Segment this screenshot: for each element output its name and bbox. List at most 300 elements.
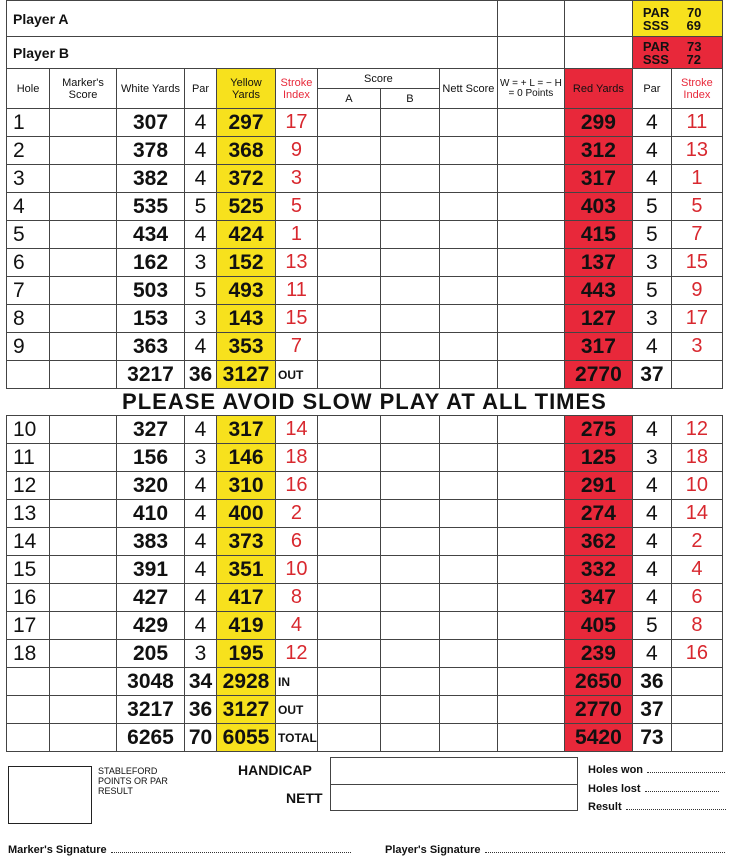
score-b-cell[interactable] (380, 193, 439, 221)
red-par-value: 4 (632, 584, 671, 612)
points-cell[interactable] (497, 556, 564, 584)
score-b-cell[interactable] (380, 333, 439, 361)
total-red-si (671, 361, 722, 389)
white-yards: 429 (117, 612, 185, 640)
par-value: 4 (185, 416, 217, 444)
players-signature-label: Player's Signature (385, 844, 481, 856)
yellow-yards: 493 (217, 277, 276, 305)
yellow-yards: 146 (217, 444, 276, 472)
red-par-value: 5 (632, 221, 671, 249)
hole-row (7, 277, 723, 305)
player-b-cell[interactable] (497, 37, 564, 69)
red-par-value: 4 (632, 137, 671, 165)
total-blank (7, 361, 50, 389)
red-stroke-index: 9 (671, 277, 722, 305)
red-par-value: 3 (632, 249, 671, 277)
total-score-a[interactable] (317, 361, 380, 389)
yellow-yards: 424 (217, 221, 276, 249)
slow-play-banner-row (7, 389, 723, 416)
total-label: OUT (276, 696, 318, 724)
score-b-cell[interactable] (380, 612, 439, 640)
score-a-cell[interactable] (317, 137, 380, 165)
total-par: 34 (185, 668, 217, 696)
hole-number: 17 (7, 612, 50, 640)
player-b-red-cell (564, 37, 632, 69)
score-b-cell[interactable] (380, 444, 439, 472)
total-markers-cell[interactable] (50, 668, 117, 696)
hole-number: 5 (7, 221, 50, 249)
total-points[interactable] (497, 668, 564, 696)
score-b-cell[interactable] (380, 165, 439, 193)
total-red-par: 37 (632, 361, 671, 389)
markers-score-cell[interactable] (50, 640, 117, 668)
hole-number: 12 (7, 472, 50, 500)
points-cell[interactable] (497, 612, 564, 640)
stroke-index: 9 (276, 137, 318, 165)
markers-score-cell[interactable] (50, 137, 117, 165)
score-b-cell[interactable] (380, 528, 439, 556)
total-white-yards: 3217 (117, 696, 185, 724)
stroke-index: 4 (276, 612, 318, 640)
points-cell[interactable] (497, 528, 564, 556)
score-b-cell[interactable] (380, 137, 439, 165)
stroke-index: 1 (276, 221, 318, 249)
red-par-value: 4 (632, 500, 671, 528)
red-sss-value: 72 (686, 51, 701, 67)
red-stroke-index: 6 (671, 584, 722, 612)
hole-row (7, 137, 723, 165)
score-b-cell[interactable] (380, 500, 439, 528)
nett-score-cell[interactable] (439, 137, 497, 165)
score-a-cell[interactable] (317, 584, 380, 612)
stroke-index: 11 (276, 277, 318, 305)
markers-score-cell[interactable] (50, 584, 117, 612)
total-score-a[interactable] (317, 724, 380, 752)
par-value: 4 (185, 221, 217, 249)
markers-score-cell[interactable] (50, 109, 117, 137)
red-yards: 415 (564, 221, 632, 249)
red-stroke-index: 14 (671, 500, 722, 528)
player-b-row (7, 37, 723, 69)
nett-score-cell[interactable] (439, 500, 497, 528)
stroke-index: 7 (276, 333, 318, 361)
red-par-value: 4 (632, 640, 671, 668)
white-yards: 427 (117, 584, 185, 612)
markers-score-cell[interactable] (50, 221, 117, 249)
score-b-cell[interactable] (380, 416, 439, 444)
hole-row (7, 305, 723, 333)
total-yellow-yards: 3127 (217, 696, 276, 724)
stroke-index: 14 (276, 416, 318, 444)
points-cell[interactable] (497, 249, 564, 277)
total-score-b[interactable] (380, 361, 439, 389)
player-a-row (7, 1, 723, 37)
nett-label: NETT (286, 790, 323, 806)
markers-signature-field[interactable] (111, 843, 351, 853)
hole-row (7, 416, 723, 444)
nett-score-cell[interactable] (439, 472, 497, 500)
total-row (7, 361, 723, 389)
player-a-cell[interactable] (497, 1, 564, 37)
holes-won-field[interactable] (647, 763, 725, 773)
red-stroke-index: 17 (671, 305, 722, 333)
nett-score-cell[interactable] (439, 612, 497, 640)
red-par-label: PAR (642, 38, 670, 54)
points-cell[interactable] (497, 640, 564, 668)
hole-row (7, 221, 723, 249)
red-yards: 443 (564, 277, 632, 305)
red-par-value: 5 (632, 193, 671, 221)
stroke-index: 3 (276, 165, 318, 193)
hole-row (7, 249, 723, 277)
score-b-cell[interactable] (380, 640, 439, 668)
total-white-yards: 3048 (117, 668, 185, 696)
score-a-cell[interactable] (317, 444, 380, 472)
markers-score-cell[interactable] (50, 472, 117, 500)
hole-number: 3 (7, 165, 50, 193)
yellow-yards: 417 (217, 584, 276, 612)
red-par-header: Par (632, 69, 671, 109)
total-score-b[interactable] (380, 724, 439, 752)
total-score-b[interactable] (380, 668, 439, 696)
holes-lost (588, 782, 719, 795)
hole-number: 11 (7, 444, 50, 472)
total-blank (7, 696, 50, 724)
total-blank (7, 668, 50, 696)
points-cell[interactable] (497, 444, 564, 472)
total-markers-cell[interactable] (50, 696, 117, 724)
par-value: 4 (185, 612, 217, 640)
score-b-cell[interactable] (380, 109, 439, 137)
par-value: 4 (185, 500, 217, 528)
red-par-box (632, 37, 722, 69)
score-b-cell[interactable] (380, 221, 439, 249)
white-yards: 503 (117, 277, 185, 305)
score-a-cell[interactable] (317, 416, 380, 444)
yellow-par-box (632, 1, 722, 37)
red-stroke-index-header: Stroke Index (671, 69, 722, 109)
score-b-cell[interactable] (380, 277, 439, 305)
player-a-red-cell (564, 1, 632, 37)
hole-number: 10 (7, 416, 50, 444)
red-stroke-index: 15 (671, 249, 722, 277)
score-b-cell[interactable] (380, 556, 439, 584)
total-score-a[interactable] (317, 696, 380, 724)
total-red-par: 73 (632, 724, 671, 752)
hole-number: 7 (7, 277, 50, 305)
score-a-cell[interactable] (317, 221, 380, 249)
red-yards: 125 (564, 444, 632, 472)
hole-number: 8 (7, 305, 50, 333)
markers-score-cell[interactable] (50, 305, 117, 333)
points-cell[interactable] (497, 333, 564, 361)
nett-score-cell[interactable] (439, 416, 497, 444)
markers-score-cell[interactable] (50, 277, 117, 305)
points-cell[interactable] (497, 305, 564, 333)
stroke-index: 8 (276, 584, 318, 612)
white-yards: 391 (117, 556, 185, 584)
white-yards: 307 (117, 109, 185, 137)
score-a-cell[interactable] (317, 640, 380, 668)
white-yards: 382 (117, 165, 185, 193)
red-yards: 274 (564, 500, 632, 528)
yellow-par-label: PAR (642, 4, 670, 20)
markers-score-cell[interactable] (50, 165, 117, 193)
hole-number: 6 (7, 249, 50, 277)
total-red-si (671, 668, 722, 696)
red-yards: 275 (564, 416, 632, 444)
score-a-cell[interactable] (317, 193, 380, 221)
points-cell[interactable] (497, 584, 564, 612)
stroke-index: 18 (276, 444, 318, 472)
par-value: 4 (185, 109, 217, 137)
total-row (7, 696, 723, 724)
markers-signature (8, 843, 351, 856)
total-yellow-yards: 6055 (217, 724, 276, 752)
red-par-value: 4 (632, 416, 671, 444)
total-nett[interactable] (439, 361, 497, 389)
markers-score-cell[interactable] (50, 556, 117, 584)
red-par-value: 4 (632, 109, 671, 137)
total-blank (7, 724, 50, 752)
score-b-cell[interactable] (380, 584, 439, 612)
stroke-index: 10 (276, 556, 318, 584)
total-par: 70 (185, 724, 217, 752)
nett-score-cell[interactable] (439, 528, 497, 556)
yellow-yards: 400 (217, 500, 276, 528)
yellow-yards: 368 (217, 137, 276, 165)
total-points[interactable] (497, 724, 564, 752)
stroke-index: 16 (276, 472, 318, 500)
markers-score-cell[interactable] (50, 249, 117, 277)
score-a-cell[interactable] (317, 277, 380, 305)
points-cell[interactable] (497, 221, 564, 249)
points-cell[interactable] (497, 137, 564, 165)
hole-row (7, 528, 723, 556)
red-sss-label: SSS (642, 51, 669, 67)
total-red-si (671, 724, 722, 752)
red-par-value: 4 (632, 528, 671, 556)
red-stroke-index: 7 (671, 221, 722, 249)
markers-score-cell[interactable] (50, 193, 117, 221)
score-b-cell[interactable] (380, 472, 439, 500)
handicap-label: HANDICAP (238, 762, 312, 778)
total-label: IN (276, 668, 318, 696)
stableford-label: STABLEFORD POINTS OR PAR RESULT (98, 766, 168, 796)
score-a-cell[interactable] (317, 165, 380, 193)
stroke-index: 12 (276, 640, 318, 668)
par-value: 4 (185, 472, 217, 500)
points-cell[interactable] (497, 109, 564, 137)
nett-score-cell[interactable] (439, 165, 497, 193)
score-a-cell[interactable] (317, 249, 380, 277)
par-value: 4 (185, 556, 217, 584)
score-a-cell[interactable] (317, 500, 380, 528)
total-label: OUT (276, 361, 318, 389)
scorecard-table (6, 0, 723, 752)
yellow-yards: 353 (217, 333, 276, 361)
yellow-sss-label: SSS (642, 17, 669, 33)
red-stroke-index: 18 (671, 444, 722, 472)
hole-number: 18 (7, 640, 50, 668)
score-b-cell[interactable] (380, 305, 439, 333)
points-cell[interactable] (497, 472, 564, 500)
yellow-par-value: 70 (687, 4, 702, 20)
white-yards: 153 (117, 305, 185, 333)
red-yards: 332 (564, 556, 632, 584)
total-score-b[interactable] (380, 696, 439, 724)
score-b-cell[interactable] (380, 249, 439, 277)
yellow-yards: 195 (217, 640, 276, 668)
hole-number: 2 (7, 137, 50, 165)
red-yards: 347 (564, 584, 632, 612)
yellow-yards: 310 (217, 472, 276, 500)
score-a-cell[interactable] (317, 556, 380, 584)
stableford-box[interactable] (8, 766, 92, 824)
stroke-index-header: Stroke Index (276, 69, 318, 109)
red-yards: 317 (564, 333, 632, 361)
nett-score-cell[interactable] (439, 584, 497, 612)
yellow-sss-value: 69 (686, 17, 701, 33)
score-b-header: B (380, 89, 439, 109)
par-value: 3 (185, 444, 217, 472)
nett-score-cell[interactable] (439, 109, 497, 137)
markers-score-cell[interactable] (50, 416, 117, 444)
holes-won-label: Holes won (588, 764, 644, 776)
nett-score-cell[interactable] (439, 193, 497, 221)
players-signature (385, 843, 725, 856)
handicap-nett-box[interactable] (330, 757, 578, 811)
markers-score-cell[interactable] (50, 444, 117, 472)
hole-row (7, 193, 723, 221)
score-a-cell[interactable] (317, 305, 380, 333)
points-cell[interactable] (497, 165, 564, 193)
red-yards: 127 (564, 305, 632, 333)
markers-score-cell[interactable] (50, 500, 117, 528)
nett-score-cell[interactable] (439, 249, 497, 277)
yellow-yards: 297 (217, 109, 276, 137)
nett-score-cell[interactable] (439, 277, 497, 305)
red-yards: 362 (564, 528, 632, 556)
red-yards: 317 (564, 165, 632, 193)
red-par-value: 5 (632, 612, 671, 640)
white-yards: 383 (117, 528, 185, 556)
red-stroke-index: 1 (671, 165, 722, 193)
hole-number: 1 (7, 109, 50, 137)
result (588, 800, 726, 813)
hole-row (7, 612, 723, 640)
score-a-cell[interactable] (317, 528, 380, 556)
total-points[interactable] (497, 361, 564, 389)
points-cell[interactable] (497, 277, 564, 305)
hole-header: Hole (7, 69, 50, 109)
hole-number: 16 (7, 584, 50, 612)
par-value: 4 (185, 584, 217, 612)
nett-score-cell[interactable] (439, 333, 497, 361)
par-value: 3 (185, 305, 217, 333)
total-markers-cell[interactable] (50, 361, 117, 389)
hole-row (7, 640, 723, 668)
hole-row (7, 584, 723, 612)
player-a-label: Player A (7, 1, 498, 37)
hole-row (7, 444, 723, 472)
nett-score-cell[interactable] (439, 556, 497, 584)
total-score-a[interactable] (317, 668, 380, 696)
total-red-yards: 2650 (564, 668, 632, 696)
score-a-cell[interactable] (317, 472, 380, 500)
nett-score-cell[interactable] (439, 305, 497, 333)
markers-score-cell[interactable] (50, 333, 117, 361)
score-a-cell[interactable] (317, 612, 380, 640)
total-markers-cell[interactable] (50, 724, 117, 752)
red-stroke-index: 16 (671, 640, 722, 668)
white-yards: 535 (117, 193, 185, 221)
total-row (7, 724, 723, 752)
red-par-value: 3 (632, 444, 671, 472)
header-row-1 (7, 69, 723, 89)
markers-score-cell[interactable] (50, 612, 117, 640)
total-nett[interactable] (439, 668, 497, 696)
markers-signature-label: Marker's Signature (8, 844, 107, 856)
points-cell[interactable] (497, 193, 564, 221)
stroke-index: 5 (276, 193, 318, 221)
total-par: 36 (185, 361, 217, 389)
nett-score-cell[interactable] (439, 444, 497, 472)
nett-score-header: Nett Score (439, 69, 497, 109)
white-yards: 327 (117, 416, 185, 444)
red-stroke-index: 12 (671, 416, 722, 444)
total-red-par: 37 (632, 696, 671, 724)
par-value: 5 (185, 277, 217, 305)
par-value: 4 (185, 137, 217, 165)
red-yards: 312 (564, 137, 632, 165)
yellow-yards: 525 (217, 193, 276, 221)
red-stroke-index: 4 (671, 556, 722, 584)
points-cell[interactable] (497, 416, 564, 444)
points-cell[interactable] (497, 500, 564, 528)
players-signature-field[interactable] (485, 843, 725, 853)
red-par-value: 73 (687, 38, 702, 54)
score-a-cell[interactable] (317, 333, 380, 361)
white-yards-header: White Yards (117, 69, 185, 109)
red-stroke-index: 3 (671, 333, 722, 361)
red-yards: 291 (564, 472, 632, 500)
white-yards: 378 (117, 137, 185, 165)
hole-number: 15 (7, 556, 50, 584)
par-value: 4 (185, 165, 217, 193)
stroke-index: 13 (276, 249, 318, 277)
result-field[interactable] (626, 800, 726, 810)
holes-lost-field[interactable] (645, 782, 719, 792)
par-header: Par (185, 69, 217, 109)
total-red-yards: 2770 (564, 696, 632, 724)
nett-score-cell[interactable] (439, 640, 497, 668)
score-a-cell[interactable] (317, 109, 380, 137)
yellow-yards: 373 (217, 528, 276, 556)
red-par-value: 4 (632, 556, 671, 584)
player-b-label: Player B (7, 37, 498, 69)
total-points[interactable] (497, 696, 564, 724)
white-yards: 205 (117, 640, 185, 668)
total-nett[interactable] (439, 724, 497, 752)
red-stroke-index: 2 (671, 528, 722, 556)
red-stroke-index: 11 (671, 109, 722, 137)
total-nett[interactable] (439, 696, 497, 724)
yellow-yards: 143 (217, 305, 276, 333)
nett-score-cell[interactable] (439, 221, 497, 249)
markers-score-cell[interactable] (50, 528, 117, 556)
holes-won (588, 763, 725, 776)
